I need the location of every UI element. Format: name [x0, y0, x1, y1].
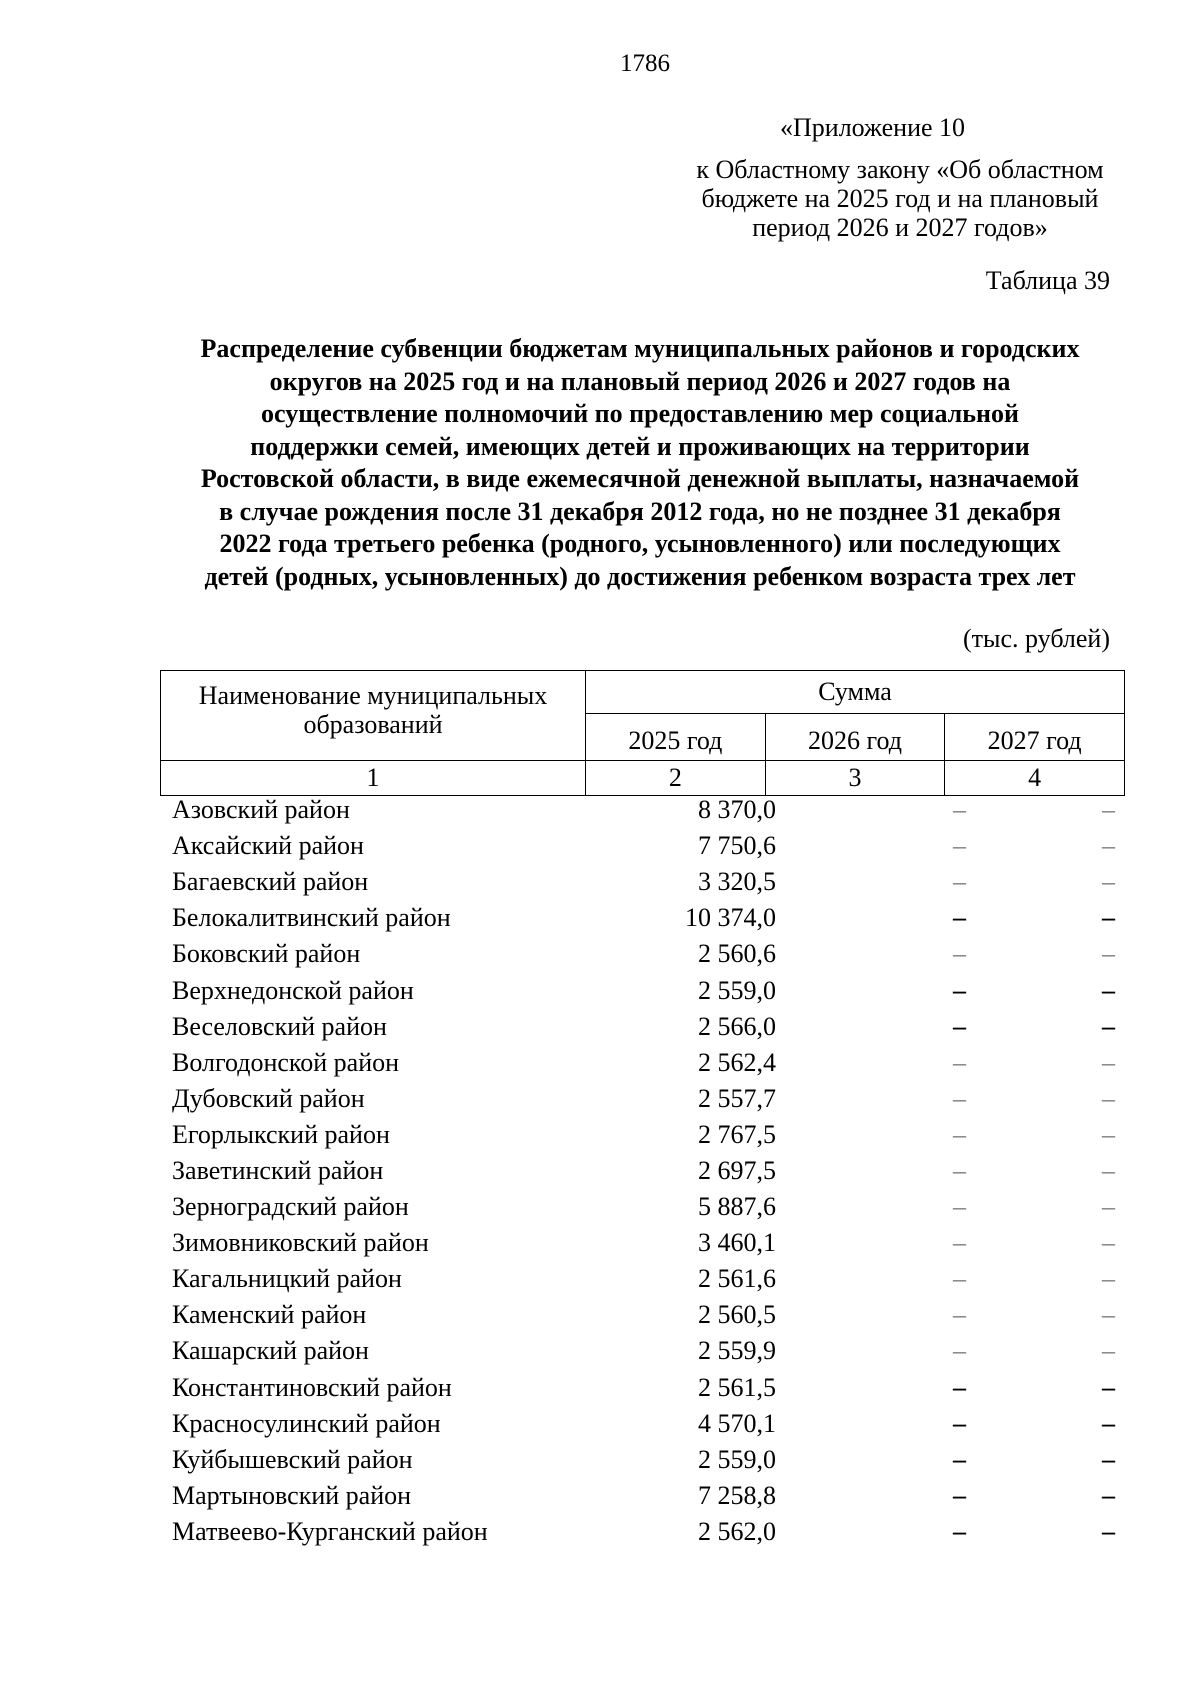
- value-2025: 2 557,7: [698, 1083, 776, 1113]
- table-row: [160, 1153, 1125, 1189]
- appendix-subtitle-line: к Областному закону «Об областном: [696, 155, 1104, 184]
- table-row: [160, 864, 1125, 900]
- value-2026: –: [953, 1408, 966, 1438]
- value-2025: 7 750,6: [698, 831, 776, 861]
- title-line: 2022 года третьего ребенка (родного, усыновленного) или последующих: [219, 529, 1061, 558]
- district-name: Красносулинский район: [172, 1408, 441, 1438]
- table-row: [160, 1406, 1125, 1442]
- value-2025: 2 566,0: [698, 1011, 776, 1041]
- table-row: [160, 1478, 1125, 1514]
- value-2026: –: [953, 1119, 966, 1149]
- value-2026: –: [953, 1516, 966, 1546]
- table-row: [160, 900, 1125, 936]
- value-2027: –: [1102, 867, 1115, 897]
- title-line: детей (родных, усыновленных) до достижения ребенком возраста трех лет: [204, 561, 1076, 591]
- value-2027: –: [1102, 939, 1115, 969]
- value-2026: –: [953, 1011, 966, 1041]
- value-2026: –: [953, 903, 966, 933]
- value-2027: –: [1102, 1047, 1115, 1077]
- value-2027: –: [1102, 903, 1115, 933]
- value-2027: –: [1102, 1228, 1115, 1258]
- value-2026: –: [953, 867, 966, 897]
- value-2026: –: [953, 1228, 966, 1258]
- page-number: 1786: [620, 50, 670, 77]
- value-2025: 2 559,9: [698, 1336, 776, 1366]
- district-name: Кашарский район: [172, 1336, 369, 1366]
- value-2025: 2 697,5: [698, 1155, 776, 1185]
- value-2026: –: [953, 1300, 966, 1330]
- district-name: Зимовниковский район: [172, 1228, 429, 1258]
- value-2025: 8 370,0: [698, 795, 776, 825]
- header-sum-cell: Сумма: [586, 671, 1125, 714]
- value-2025: 2 562,4: [698, 1047, 776, 1077]
- header-col-number: 1: [161, 761, 586, 796]
- value-2027: –: [1102, 1516, 1115, 1546]
- header-name-cell: [161, 671, 586, 761]
- table-row: [160, 1081, 1125, 1117]
- value-2025: 7 258,8: [698, 1480, 776, 1510]
- value-2025: 10 374,0: [685, 903, 776, 933]
- value-2025: 4 570,1: [698, 1408, 776, 1438]
- value-2026: –: [953, 1047, 966, 1077]
- table-row: [160, 1297, 1125, 1333]
- value-2027: –: [1102, 1480, 1115, 1510]
- value-2026: –: [953, 1155, 966, 1185]
- value-2027: –: [1102, 1119, 1115, 1149]
- district-name: Кагальницкий район: [172, 1264, 402, 1294]
- header-col-number: 2: [586, 761, 766, 796]
- appendix-subtitle-line: период 2026 и 2027 годов»: [752, 213, 1048, 242]
- header-year-2026: 2026 год: [765, 714, 945, 761]
- value-2027: –: [1102, 831, 1115, 861]
- header-col-number: 3: [765, 761, 945, 796]
- value-2025: 3 320,5: [698, 867, 776, 897]
- document-title: [155, 333, 1125, 593]
- title-line: Распределение субвенции бюджетам муниципальных районов и городских: [200, 334, 1080, 363]
- value-2025: 2 559,0: [698, 1444, 776, 1474]
- value-2026: –: [953, 1192, 966, 1222]
- value-2026: –: [953, 1480, 966, 1510]
- value-2027: –: [1102, 1300, 1115, 1330]
- district-name: Матвеево-Курганский район: [172, 1516, 488, 1546]
- value-2027: –: [1102, 975, 1115, 1005]
- district-name: Егорлыкский район: [172, 1119, 390, 1149]
- title-line: в случае рождения после 31 декабря 2012 года, но не позднее 31 декабря: [219, 496, 1061, 526]
- value-2025: 2 767,5: [698, 1119, 776, 1149]
- table-label: Таблица 39: [985, 266, 1110, 295]
- table-row: [160, 1442, 1125, 1478]
- value-2026: –: [953, 1336, 966, 1366]
- title-line: Ростовской области, в виде ежемесячной денежной выплаты, назначаемой: [200, 464, 1080, 493]
- table-body: [160, 792, 1125, 1550]
- title-line: округов на 2025 год и на плановый период 2026 и 2027 годов на: [269, 366, 1011, 396]
- district-name: Заветинский район: [172, 1155, 384, 1185]
- table-row: [160, 1117, 1125, 1153]
- table-row: [160, 1370, 1125, 1406]
- value-2027: –: [1102, 1192, 1115, 1222]
- value-2026: –: [953, 1083, 966, 1113]
- district-name: Каменский район: [172, 1300, 367, 1330]
- district-name: Багаевский район: [172, 867, 369, 897]
- district-name: Боковский район: [172, 939, 361, 969]
- table-row: [160, 1225, 1125, 1261]
- table-row: [160, 1333, 1125, 1369]
- district-name: Веселовский район: [172, 1011, 387, 1041]
- value-2026: –: [953, 831, 966, 861]
- district-name: Дубовский район: [172, 1083, 365, 1113]
- value-2026: –: [953, 975, 966, 1005]
- appendix-subtitle: [620, 155, 1180, 242]
- value-2026: –: [953, 1264, 966, 1294]
- district-name: Белокалитвинский район: [172, 903, 451, 933]
- value-2027: –: [1102, 1155, 1115, 1185]
- value-2027: –: [1102, 1083, 1115, 1113]
- value-2025: 2 562,0: [698, 1516, 776, 1546]
- appendix-title: «Приложение 10: [780, 113, 966, 142]
- district-name: Азовский район: [172, 795, 350, 825]
- value-2026: –: [953, 1444, 966, 1474]
- value-2026: –: [953, 939, 966, 969]
- district-name: Волгодонской район: [172, 1047, 400, 1077]
- table-row: [160, 792, 1125, 828]
- district-name: Константиновский район: [172, 1372, 452, 1402]
- value-2026: –: [953, 795, 966, 825]
- value-2027: –: [1102, 1011, 1115, 1041]
- value-2025: 2 561,6: [698, 1264, 776, 1294]
- value-2025: 3 460,1: [698, 1228, 776, 1258]
- value-2026: –: [953, 1372, 966, 1402]
- table-header: [160, 670, 1125, 796]
- value-2027: –: [1102, 1444, 1115, 1474]
- value-2025: 2 560,5: [698, 1300, 776, 1330]
- header-year-2025: 2025 год: [586, 714, 766, 761]
- value-2027: –: [1102, 1336, 1115, 1366]
- table-row: [160, 936, 1125, 972]
- header-year-2027: 2027 год: [945, 714, 1125, 761]
- title-line: поддержки семей, имеющих детей и проживающих на территории: [250, 431, 1030, 461]
- table-row: [160, 1009, 1125, 1045]
- value-2025: 5 887,6: [698, 1192, 776, 1222]
- district-name: Зерноградский район: [172, 1192, 409, 1222]
- value-2025: 2 559,0: [698, 975, 776, 1005]
- table-row: [160, 1514, 1125, 1550]
- value-2025: 2 560,6: [698, 939, 776, 969]
- appendix-subtitle-line: бюджете на 2025 год и на плановый: [701, 184, 1099, 213]
- district-name: Верхнедонской район: [172, 975, 414, 1005]
- table-row: [160, 1045, 1125, 1081]
- value-2027: –: [1102, 1408, 1115, 1438]
- table-row: [160, 1189, 1125, 1225]
- data-table: [160, 792, 1125, 1550]
- title-line: осуществление полномочий по предоставлению мер социальной: [261, 399, 1019, 428]
- units-label: (тыс. рублей): [962, 624, 1110, 653]
- header-name-line: образований: [303, 710, 443, 739]
- value-2027: –: [1102, 1372, 1115, 1402]
- district-name: Куйбышевский район: [172, 1444, 413, 1474]
- district-name: Аксайский район: [172, 831, 364, 861]
- table-row: [160, 972, 1125, 1008]
- value-2027: –: [1102, 795, 1115, 825]
- table-row: [160, 1261, 1125, 1297]
- district-name: Мартыновский район: [172, 1480, 412, 1510]
- header-col-number: 4: [945, 761, 1125, 796]
- table-row: [160, 828, 1125, 864]
- header-name-line: Наименование муниципальных: [198, 681, 548, 710]
- value-2027: –: [1102, 1264, 1115, 1294]
- value-2025: 2 561,5: [698, 1372, 776, 1402]
